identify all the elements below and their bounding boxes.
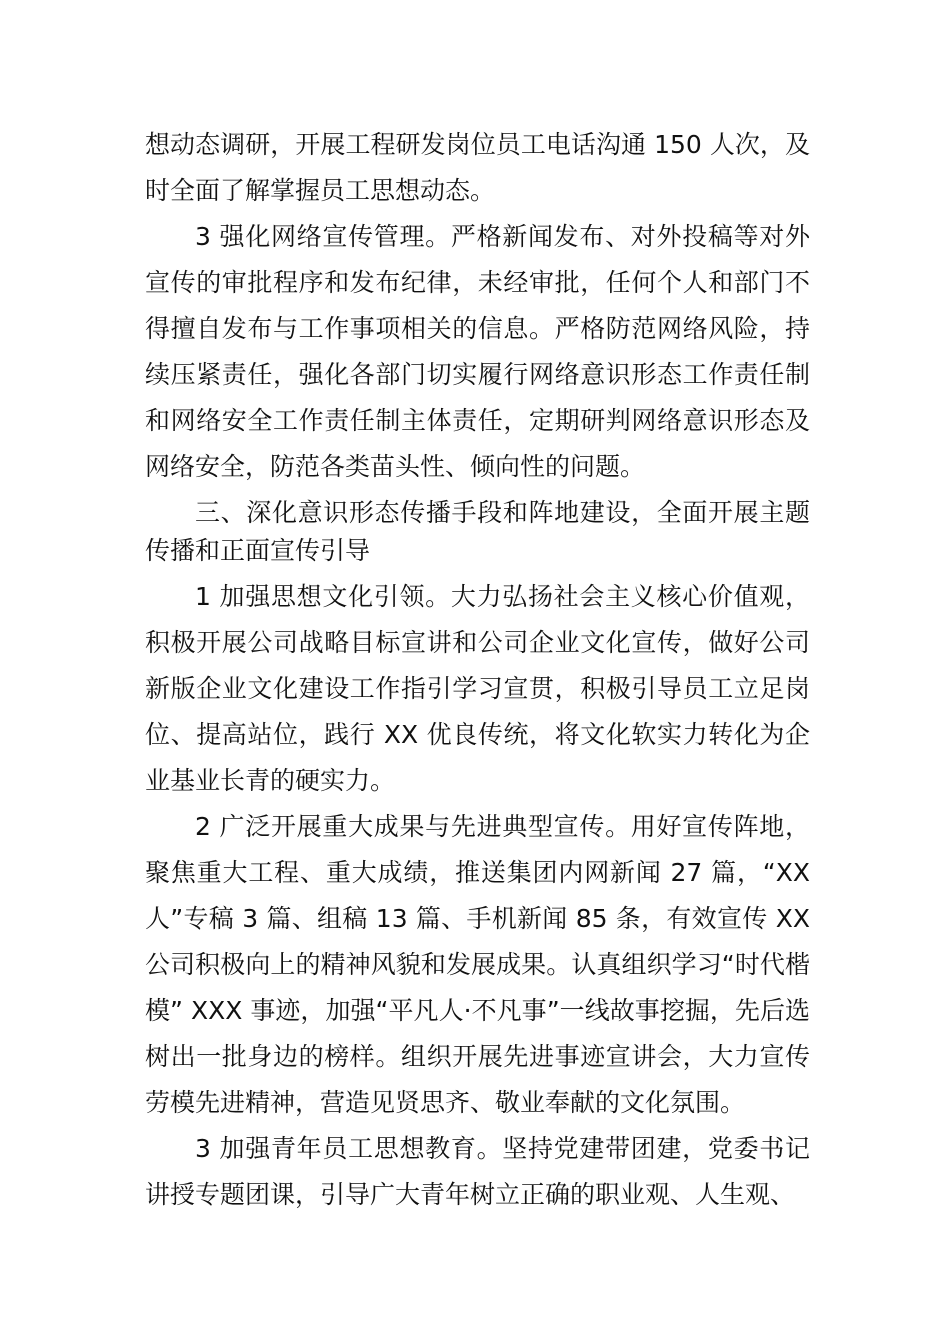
paragraph-culture-guidance: 1 加强思想文化引领。大力弘扬社会主义核心价值观，积极开展公司战略目标宣讲和公司企业文化宣传，做好公司新版企业文化建设工作指引学习宣贯，积极引导员工立足岗位、提高站位，践行 XX 优良传统，将文化软实力转化为企业基业长青的硬实力。 — [145, 582, 810, 795]
paragraph-youth-education: 3 加强青年员工思想教育。坚持党建带团建，党委书记讲授专题团课，引导广大青年树立正确的职业观、人生观、 — [145, 1134, 810, 1209]
paragraph-achievements-publicity: 2 广泛开展重大成果与先进典型宣传。用好宣传阵地，聚焦重大工程、重大成绩，推送集团内网新闻 27 篇，“XX 人”专稿 3 篇、组稿 13 篇、手机新闻 85 条，有效宣传 XX 公司积极向上的精神风貌和发展成果。认真组织学习“时代楷模” XXX 事迹，加强“平凡人·不凡事”一线故事挖掘，先后选树出一批身边的榜样。组织开展先进事迹宣讲会，大力宣传劳模先进精神，营造见贤思齐、敬业奉献的文化氛围。 — [145, 812, 810, 1117]
paragraph-network-publicity: 3 强化网络宣传管理。严格新闻发布、对外投稿等对外宣传的审批程序和发布纪律，未经审批，任何个人和部门不得擅自发布与工作事项相关的信息。严格防范网络风险，持续压紧责任，强化各部门切实履行网络意识形态工作责任制和网络安全工作责任制主体责任，定期研判网络意识形态及网络安全，防范各类苗头性、倾向性的问题。 — [145, 222, 810, 481]
section-heading-3: 三、深化意识形态传播手段和阵地建设，全面开展主题传播和正面宣传引导 — [145, 498, 810, 565]
paragraph-continuation: 想动态调研，开展工程研发岗位员工电话沟通 150 人次，及时全面了解掌握员工思想动态。 — [145, 130, 810, 205]
document-body — [145, 122, 810, 1218]
